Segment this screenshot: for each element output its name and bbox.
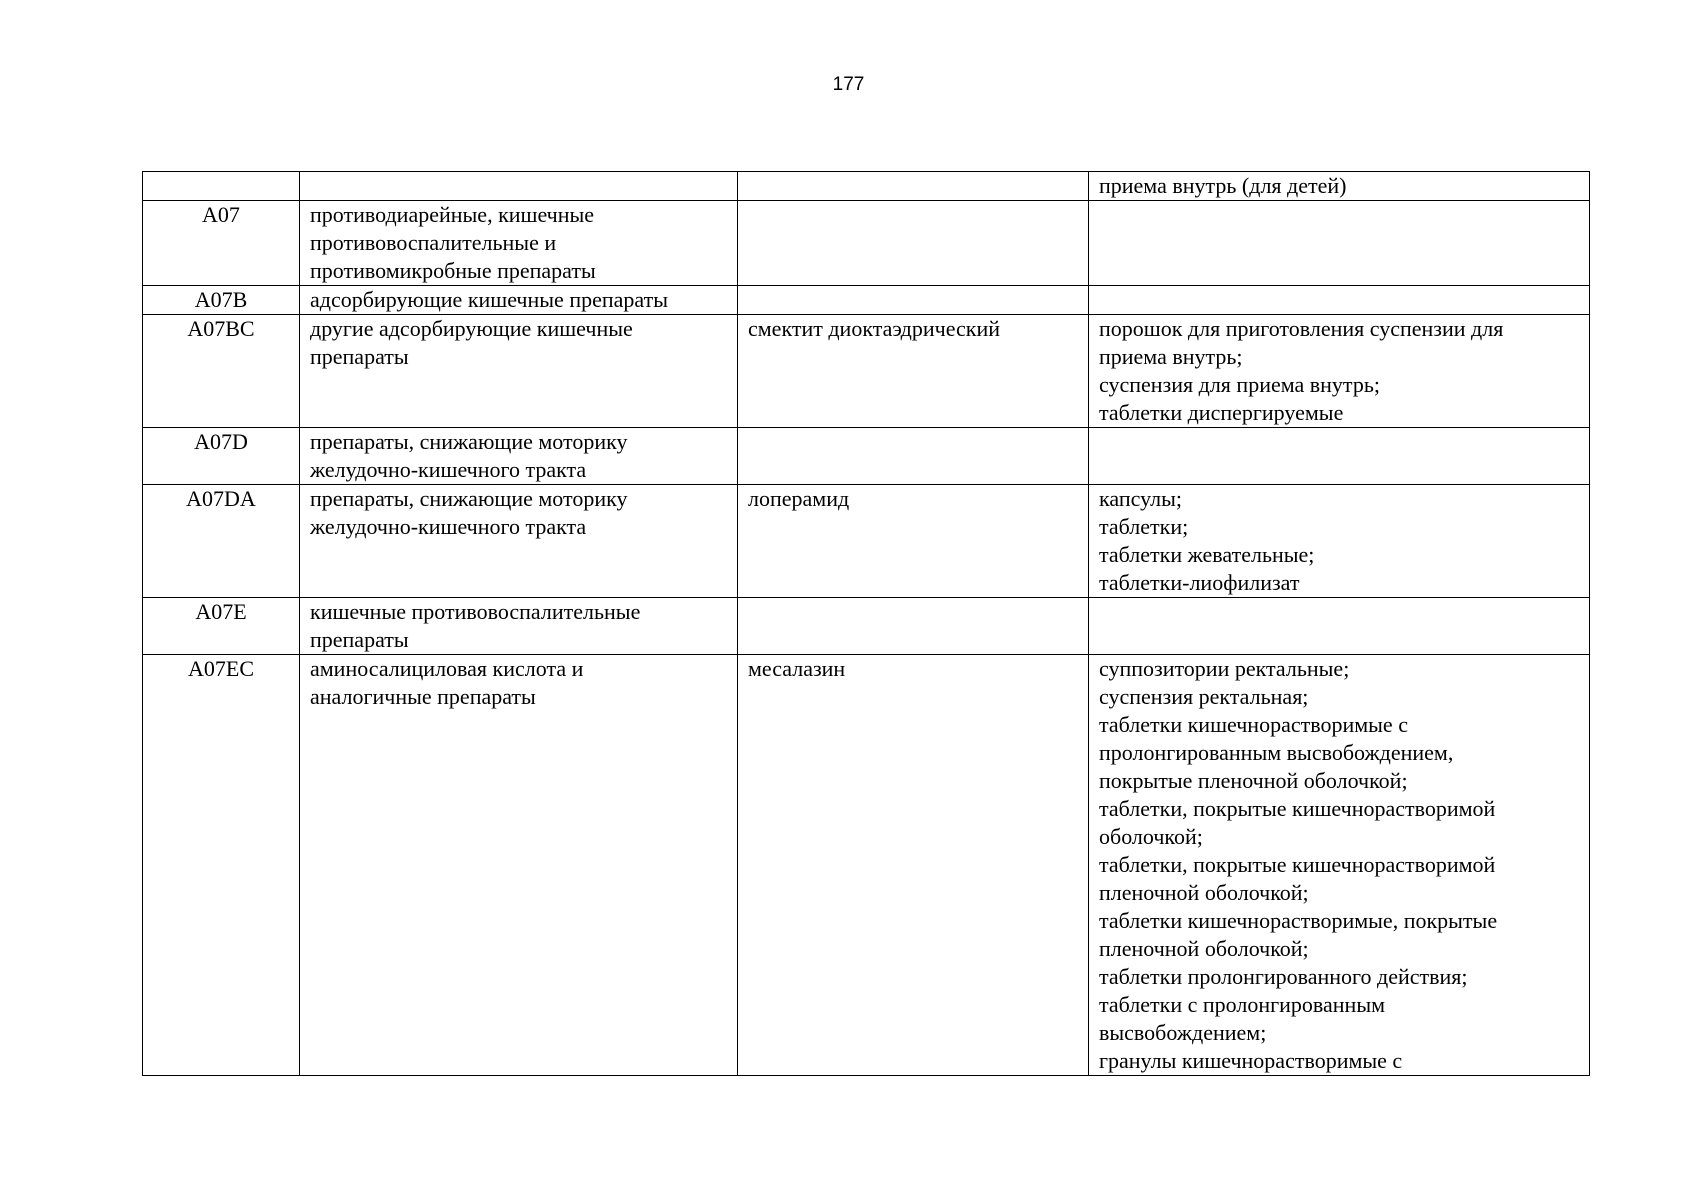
dosage-form-cell [1089, 315, 1590, 428]
group-text-line: желудочно-кишечного тракта [310, 514, 587, 539]
drug-table [142, 171, 1590, 1076]
atc-code-cell: A07DA [143, 485, 300, 598]
group-text-line: препараты, снижающие моторику [310, 429, 628, 454]
dosage-form-cell [1089, 201, 1590, 286]
table-row [143, 485, 1590, 598]
anatomical-therapeutic-group-cell [300, 655, 738, 1076]
dosage-form-line: суспензия для приема внутрь; [1099, 372, 1380, 397]
dosage-form-line: суспензия ректальная; [1099, 684, 1309, 709]
anatomical-therapeutic-group-cell [300, 598, 738, 655]
dosage-form-line: таблетки пролонгированного действия; [1099, 964, 1468, 989]
table-row [143, 172, 1590, 201]
drug-name-cell [738, 172, 1089, 201]
dosage-form-line: капсулы; [1099, 486, 1182, 511]
group-text-line: другие адсорбирующие кишечные [310, 316, 633, 341]
anatomical-therapeutic-group-cell [300, 428, 738, 485]
dosage-form-line: таблетки диспергируемые [1099, 400, 1344, 425]
dosage-form-cell [1089, 286, 1590, 315]
dosage-form-line: таблетки; [1099, 514, 1189, 539]
atc-code-cell: A07B [143, 286, 300, 315]
dosage-form-line: таблетки кишечнорастворимые, покрытые [1099, 908, 1498, 933]
atc-code-cell: A07EC [143, 655, 300, 1076]
dosage-form-cell [1089, 598, 1590, 655]
dosage-form-line: пленочной оболочкой; [1099, 936, 1309, 961]
group-text-line: адсорбирующие кишечные препараты [310, 287, 668, 312]
anatomical-therapeutic-group-cell [300, 172, 738, 201]
table-row [143, 428, 1590, 485]
dosage-form-line: покрытые пленочной оболочкой; [1099, 768, 1408, 793]
table-row [143, 655, 1590, 1076]
atc-code-cell: A07BC [143, 315, 300, 428]
page-number: 177 [832, 74, 865, 95]
dosage-form-line: высвобождением; [1099, 1020, 1267, 1045]
group-text-line: противомикробные препараты [310, 258, 596, 283]
group-text-line: препараты [310, 627, 409, 652]
dosage-form-line: приема внутрь (для детей) [1099, 173, 1347, 198]
dosage-form-line: пленочной оболочкой; [1099, 880, 1309, 905]
drug-table-body [143, 172, 1590, 1076]
drug-name-cell [738, 201, 1089, 286]
anatomical-therapeutic-group-cell [300, 315, 738, 428]
drug-name-cell [738, 428, 1089, 485]
dosage-form-line: гранулы кишечнорастворимые с [1099, 1048, 1403, 1073]
drug-name-cell: смектит диоктаэдрический [738, 315, 1089, 428]
table-row [143, 286, 1590, 315]
group-text-line: желудочно-кишечного тракта [310, 457, 587, 482]
table-row [143, 598, 1590, 655]
dosage-form-line: порошок для приготовления суспензии для [1099, 316, 1504, 341]
dosage-form-cell [1089, 172, 1590, 201]
group-text-line: противодиарейные, кишечные [310, 202, 595, 227]
dosage-form-line: таблетки-лиофилизат [1099, 570, 1300, 595]
dosage-form-line: таблетки, покрытые кишечнорастворимой [1099, 852, 1496, 877]
group-text-line: кишечные противовоспалительные [310, 599, 641, 624]
anatomical-therapeutic-group-cell [300, 286, 738, 315]
atc-code-cell: A07 [143, 201, 300, 286]
dosage-form-line: пролонгированным высвобождением, [1099, 740, 1454, 765]
dosage-form-cell [1089, 485, 1590, 598]
anatomical-therapeutic-group-cell [300, 485, 738, 598]
dosage-form-line: таблетки с пролонгированным [1099, 992, 1386, 1017]
dosage-form-line: таблетки, покрытые кишечнорастворимой [1099, 796, 1496, 821]
dosage-form-line: таблетки жевательные; [1099, 542, 1315, 567]
table-row [143, 315, 1590, 428]
drug-name-cell [738, 598, 1089, 655]
group-text-line: противовоспалительные и [310, 230, 557, 255]
dosage-form-cell [1089, 655, 1590, 1076]
dosage-form-line: таблетки кишечнорастворимые с [1099, 712, 1408, 737]
drug-name-cell [738, 286, 1089, 315]
group-text-line: препараты, снижающие моторику [310, 486, 628, 511]
dosage-form-line: приема внутрь; [1099, 344, 1243, 369]
dosage-form-line: суппозитории ректальные; [1099, 656, 1350, 681]
dosage-form-line: оболочкой; [1099, 824, 1203, 849]
atc-code-cell: A07D [143, 428, 300, 485]
dosage-form-cell [1089, 428, 1590, 485]
table-row [143, 201, 1590, 286]
drug-name-cell: лоперамид [738, 485, 1089, 598]
drug-name-cell: месалазин [738, 655, 1089, 1076]
atc-code-cell [143, 172, 300, 201]
group-text-line: аналогичные препараты [310, 684, 536, 709]
group-text-line: препараты [310, 344, 409, 369]
atc-code-cell: A07E [143, 598, 300, 655]
group-text-line: аминосалициловая кислота и [310, 656, 584, 681]
anatomical-therapeutic-group-cell [300, 201, 738, 286]
